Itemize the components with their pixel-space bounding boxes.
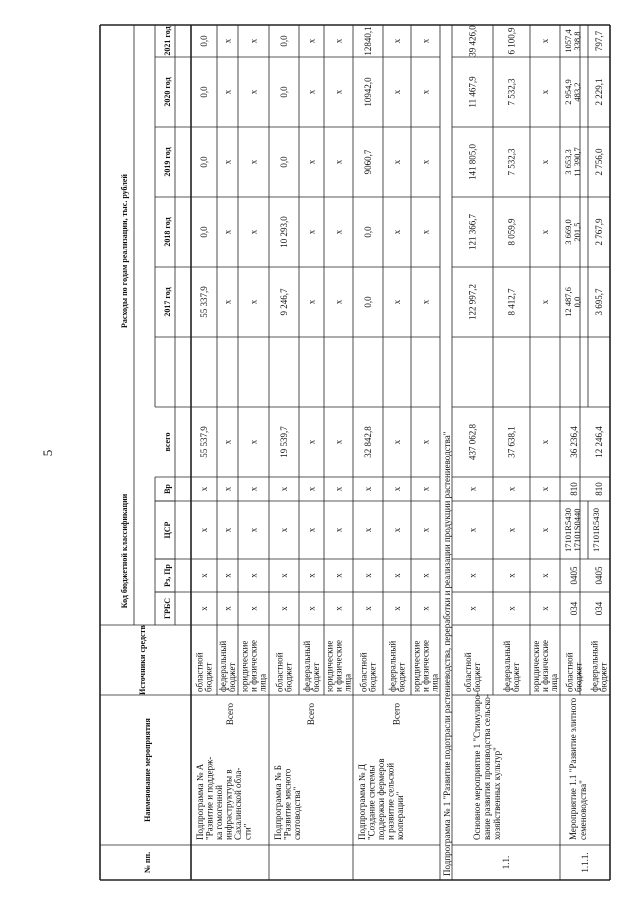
block2-row0-year-4: 12840,1 [363,26,373,56]
block0-row2-year-3: х [248,89,259,95]
activity2-row1-source: бюджет [598,662,609,692]
activity1-row2-year-3: х [540,89,550,95]
block1-row1-vr: х [306,486,317,492]
block1-row1-year-2: х [306,159,317,165]
block1-row2-source: и физические [333,639,344,692]
block2-row1-total: х [392,439,402,445]
header-code-2: ЦСР [163,521,172,539]
block2-row1-grbs: х [392,606,402,611]
block2-row1-source: федеральный [387,640,398,692]
block1-row2-year-0: х [333,299,344,305]
block0-row2-source: лица [257,673,268,692]
block1-row1-rzpr: х [306,573,317,578]
activity2-row0-vr: 810 [569,482,579,496]
block2-row2-rzpr: х [420,573,431,578]
activity1-row0-total: 437 062,8 [467,424,478,460]
activity2-row0-year-4: 338,8 [572,31,582,51]
header-code-3: Вр [163,484,172,494]
block2-row2-year-3: х [420,89,431,95]
block0-row1-source: бюджет [227,662,237,692]
block0-row0-year-3: 0,0 [199,86,209,98]
block2-row2-source: и физические [420,639,431,692]
activity2-row0-year-0: 0,0 [572,296,582,308]
block1-row2-year-3: х [333,89,344,95]
activity2-row1-year-1: 2 767,9 [594,218,604,246]
block2-row0-year-2: 9060,7 [363,149,373,175]
subprogram-name-0: инфраструктуры в [223,769,234,840]
activity2-row0-grbs: 034 [569,601,579,616]
subprogram-1-title: Подпрограмма № 1 "Развитие подотрасли растениеводства, переработки и реализации продукции растениеводства" [442,431,452,876]
block0-row1-year-3: х [222,89,233,95]
activity1-row0-year-4: 39 426,0 [467,25,478,57]
block1-row2-rzpr: х [333,573,344,578]
subprogram-name-2: поддержки фермеров [376,758,386,840]
activity1-row2-source: юридические [531,640,541,692]
block2-row1-rzpr: х [392,573,402,578]
block1-row1-source: бюджет [311,662,321,692]
block0-row0-total: 55 537,9 [199,426,209,458]
block2-row2-year-1: х [420,229,431,235]
activity2-row1-year-3: 2 229,1 [594,78,604,106]
activity1-row1-csr: х [506,527,517,533]
block2-row0-source: бюджет [367,662,378,692]
activity2-row0-year-2: 3 653,3 [563,149,573,175]
activity1-row1-source: федеральный [502,640,512,692]
activity2-row1-total: 12 246,4 [594,426,604,458]
block1-row0-year-1: 10 293,0 [279,216,289,248]
activity2-row0-rzpr: 0405 [569,566,579,585]
block0-row2-vr: х [248,486,259,492]
header-total: всего [163,432,172,452]
block2-row1-csr: х [392,527,402,533]
activity1-row0-rzpr: х [467,573,478,578]
activity2-row1-vr: 810 [594,482,604,496]
block0-row0-rzpr: х [199,573,209,578]
block0-row1-source: федеральный [218,640,228,692]
block2-row1-vr: х [392,486,402,492]
activity1-row1-year-4: 6 100,9 [506,27,517,55]
block2-row0-year-3: 10942,0 [363,77,373,107]
block2-row2-year-0: х [420,299,431,305]
block2-row1-year-4: х [392,38,402,44]
block2-row0-source: областной [358,652,369,692]
block1-row2-year-2: х [333,159,344,165]
block2-row0-rzpr: х [363,573,373,578]
header-year-4: 2021 год [163,26,172,56]
activity1-row0-year-0: 122 997,2 [467,284,478,320]
activity1-row0-vr: х [467,486,478,492]
block2-row0-csr: х [363,527,373,533]
header-code-1: Рз, Пр [163,564,172,587]
activity-1-name: вание развития производства сельско- [482,694,492,840]
block2-row2-source: юридические [411,640,422,692]
activity-1-1-name: Мероприятие 1.1 "Развитие элитного [568,697,578,840]
activity1-row1-year-2: 7 532,3 [506,148,517,176]
activity2-row0-year-3: 483,2 [572,82,582,102]
header-number: № пп. [143,851,152,874]
activity2-row1-rzpr: 0405 [594,566,604,585]
block0-row1-grbs: х [222,606,233,611]
block1-row0-total: 19 539,7 [279,426,289,458]
activity2-row0-total: 36 236,4 [569,426,579,458]
block0-row1-year-0: х [222,299,233,305]
activity2-row0-year-1: 3 669,0 [563,219,573,245]
subprogram-name-2: "Создание системы [366,765,377,840]
block2-row0-total: 32 842,8 [363,426,373,458]
subprogram-name-1: скотоводства" [292,786,302,840]
activity2-row0-year-3: 2 954,9 [563,79,573,105]
block0-row0-grbs: х [199,606,209,611]
subprogram-name-1: "Развитие мясного [282,768,293,840]
block1-row1-total: х [306,439,317,445]
block2-row0-year-1: 0,0 [363,226,373,238]
block0-row1-vr: х [222,486,233,492]
header-activity-name: Наименование мероприятия [143,718,152,822]
activity-1-1-name: семеноводства" [578,780,588,840]
block1-row1-grbs: х [306,606,317,611]
activity2-row0-csr: 17101R5430 [563,508,573,552]
header-budget-classification: Код бюджетной классификации [120,493,129,609]
block1-row0-year-3: 0,0 [279,86,289,98]
header-year-2: 2019 год [163,147,172,177]
subprogram-vsego-0: Всего [225,703,235,726]
block1-row0-vr: х [279,486,289,492]
activity1-row1-year-3: 7 532,3 [506,78,517,106]
block2-row1-year-1: х [392,229,402,235]
block2-row2-total: х [420,439,431,445]
activity1-row2-csr: х [540,527,550,533]
page-number: 5 [40,449,55,457]
block0-row1-year-4: х [222,38,233,44]
block1-row2-source: юридические [324,640,335,692]
block1-row0-source: бюджет [283,662,294,692]
block1-row2-vr: х [333,486,344,492]
header-year-3: 2020 год [163,77,172,107]
block2-row1-year-2: х [392,159,402,165]
block1-row0-rzpr: х [279,573,289,578]
activity1-row1-vr: х [506,486,517,492]
activity2-row0-year-2: 11 390,7 [572,147,582,177]
block2-row2-csr: х [420,527,431,533]
block0-row0-year-1: 0,0 [199,226,209,238]
activity1-row2-year-0: х [540,299,550,305]
block1-row1-year-3: х [306,89,317,95]
activity1-row2-year-4: х [540,38,550,44]
activity1-row1-grbs: х [506,606,517,611]
activity1-row1-source: бюджет [511,662,521,692]
block1-row1-csr: х [306,527,317,533]
activity1-row0-year-2: 141 805,0 [467,144,478,180]
block0-row0-year-2: 0,0 [199,156,209,168]
header-year-1: 2018 год [163,217,172,247]
activity1-row2-grbs: х [540,606,550,611]
block0-row2-total: х [248,439,259,445]
block1-row2-source: лица [342,673,353,692]
block0-row1-year-2: х [222,159,233,165]
activity1-row1-year-1: 8 059,9 [506,218,517,246]
block2-row2-source: лица [429,673,440,692]
activity1-row0-source: областной [463,652,473,692]
subprogram-vsego-2: Всего [391,703,402,726]
activity2-row0-year-1: 201,5 [572,222,582,242]
block2-row1-source: бюджет [396,662,407,692]
activity2-row0-year-0: 12 487,6 [563,287,573,317]
block1-row2-year-1: х [333,229,344,235]
header-code-0: ГРБС [163,598,172,619]
activity2-row1-csr: 17101R5430 [591,508,601,552]
block1-row0-grbs: х [279,606,289,611]
block2-row2-vr: х [420,486,431,492]
activity2-row1-year-0: 3 695,7 [594,288,604,316]
block2-row2-year-4: х [420,38,431,44]
activity1-row2-year-1: х [540,229,550,235]
activity1-row1-total: 37 638,1 [506,426,517,458]
activity2-row1-year-2: 2 756,0 [594,148,604,176]
activity2-row1-grbs: 034 [594,601,604,616]
block0-row0-csr: х [199,527,209,533]
block2-row0-year-0: 0,0 [363,296,373,308]
block0-row2-year-2: х [248,159,259,165]
header-expenses: Расходы по годам реализации, тыс. рублей [120,173,129,329]
activity2-row0-source: областной [564,652,575,692]
activity2-row0-csr: 17101S0440 [572,508,582,552]
activity2-row0-year-4: 1057,4 [563,29,573,53]
activity1-row2-year-2: х [540,159,550,165]
block1-row2-csr: х [333,527,344,533]
block1-row0-source: областной [274,652,285,692]
block0-row2-source: юридические [239,640,250,692]
block0-row0-source: областной [194,652,205,692]
block2-row0-vr: х [363,486,373,492]
block1-row0-year-4: 0,0 [279,35,289,47]
activity1-row1-year-0: 8 412,7 [506,288,517,316]
block0-row0-year-4: 0,0 [199,35,209,47]
subprogram-name-0: ка гомогенной [214,785,224,840]
subprogram-name-0: Сахалинской обла- [233,767,243,840]
subprogram-vsego-1: Всего [306,703,316,726]
activity2-row0-source: бюджет [573,662,584,692]
block2-row1-year-0: х [392,299,402,305]
block0-row2-grbs: х [248,606,259,611]
activity-1-number: 1.1. [501,855,511,870]
activity-1-1-number: 1.1.1. [580,852,590,873]
activity1-row1-rzpr: х [506,573,517,578]
activity1-row2-total: х [540,439,550,445]
block0-row0-vr: х [199,486,209,492]
block2-row2-year-2: х [420,159,431,165]
activity1-row2-source: и физические [540,639,550,692]
block1-row1-year-0: х [306,299,317,305]
block0-row2-year-4: х [248,38,259,44]
subprogram-name-2: и развитие сельской [385,762,396,840]
table-grid [100,25,610,880]
block0-row1-year-1: х [222,229,233,235]
block1-row0-year-0: 9 246,7 [279,288,289,316]
activity1-row0-year-3: 11 467,9 [467,76,478,108]
block0-row2-csr: х [248,527,259,533]
header-year-0: 2017 год [163,287,172,317]
block1-row1-year-1: х [306,229,317,235]
subprogram-name-2: кооперации" [395,791,405,840]
activity-1-name: хозяйственных культур" [492,747,502,840]
block0-row2-year-1: х [248,229,259,235]
subprogram-name-0: "Развитие и поддерж- [204,756,215,840]
subprogram-name-2: Подпрограмма № Д [357,764,367,840]
subprogram-name-0: сти" [242,823,253,840]
block1-row2-grbs: х [333,606,344,611]
block1-row1-year-4: х [306,38,317,44]
subprogram-name-0: Подпрограмма № А [195,763,205,840]
block2-row1-year-3: х [392,89,402,95]
block0-row2-source: и физические [248,639,259,692]
block1-row2-total: х [333,439,344,445]
subprogram-name-1: Подпрограмма № Б [273,765,283,840]
header-source: Источники средств [138,625,147,695]
block1-row0-year-2: 0,0 [279,156,289,168]
activity1-row2-source: лица [549,673,559,692]
activity1-row0-year-1: 121 366,7 [467,214,478,250]
block0-row0-year-0: 55 337,9 [199,286,209,318]
block0-row2-year-0: х [248,299,259,305]
activity1-row2-vr: х [540,486,550,492]
block1-row1-source: федеральный [302,640,312,692]
activity2-row1-year-4: 797,7 [594,30,604,52]
block0-row1-rzpr: х [222,573,233,578]
activity-1-name: Основное мероприятие 1 "Стимулиро- [472,692,482,840]
activity2-row1-source: федеральный [589,640,600,692]
activity1-row0-csr: х [467,527,478,533]
block2-row2-grbs: х [420,606,431,611]
activity1-row0-source: бюджет [472,662,482,692]
activity1-row2-rzpr: х [540,573,550,578]
block0-row2-rzpr: х [248,573,259,578]
block1-row2-year-4: х [333,38,344,44]
block0-row1-csr: х [222,527,233,533]
block2-row0-grbs: х [363,606,373,611]
block0-row0-source: бюджет [203,662,214,692]
block1-row0-csr: х [279,527,289,533]
block0-row1-total: х [222,439,233,445]
activity1-row0-grbs: х [467,606,478,611]
